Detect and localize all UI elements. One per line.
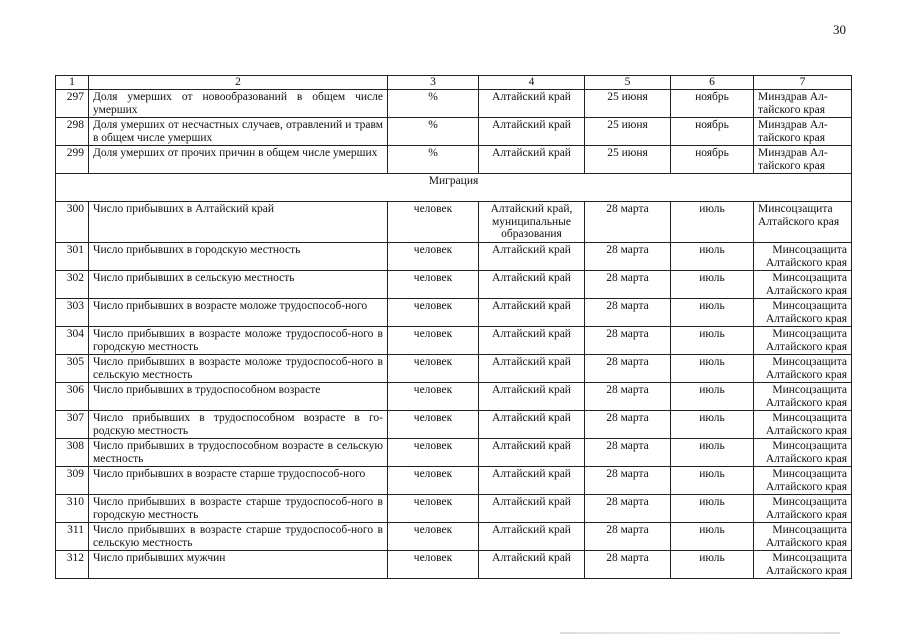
territory-cell: Алтайский край — [479, 327, 585, 355]
date-cell: 28 марта — [585, 243, 671, 271]
date-cell: 28 марта — [585, 271, 671, 299]
agency-line: Минздрав Ал- — [758, 147, 828, 159]
table-row — [56, 327, 852, 355]
row-number: 310 — [56, 495, 89, 523]
table-row — [56, 383, 852, 411]
agency-line: Алтайского края — [765, 256, 847, 269]
period-cell: июль — [671, 551, 754, 579]
date-cell: 25 июня — [585, 118, 671, 146]
territory-cell: Алтайский край — [479, 467, 585, 495]
date-cell: 28 марта — [585, 551, 671, 579]
unit-cell: человек — [388, 411, 479, 439]
row-number: 302 — [56, 271, 89, 299]
date-cell: 25 июня — [585, 90, 671, 118]
period-cell: июль — [671, 523, 754, 551]
agency-cell — [754, 271, 852, 299]
period-cell: июль — [671, 439, 754, 467]
territory-cell: Алтайский край — [479, 299, 585, 327]
date-cell: 28 марта — [585, 202, 671, 243]
header-cell: 1 — [56, 76, 89, 90]
agency-cell — [754, 299, 852, 327]
header-cell: 7 — [754, 76, 852, 90]
period-cell: июль — [671, 495, 754, 523]
row-number: 300 — [56, 202, 89, 243]
period-cell: июль — [671, 327, 754, 355]
agency-line: Минсоцзащита — [772, 496, 847, 508]
period-cell: июль — [671, 271, 754, 299]
indicator-name: Число прибывших в Алтайский край — [89, 202, 388, 243]
indicator-name: Число прибывших в городскую местность — [89, 243, 388, 271]
agency-cell — [754, 355, 852, 383]
row-number: 305 — [56, 355, 89, 383]
indicator-name: Число прибывших в возрасте моложе трудоспособ-ного — [89, 299, 388, 327]
agency-line: тайского края — [758, 159, 826, 172]
agency-line: Минздрав Ал- — [758, 91, 828, 103]
table-row — [56, 146, 852, 174]
period-cell: июль — [671, 299, 754, 327]
territory-cell: Алтайский край — [479, 495, 585, 523]
period-cell: ноябрь — [671, 118, 754, 146]
date-cell: 28 марта — [585, 495, 671, 523]
table-row — [56, 299, 852, 327]
unit-cell: человек — [388, 355, 479, 383]
unit-cell: человек — [388, 243, 479, 271]
agency-line: Алтайского края — [758, 215, 840, 228]
agency-cell — [754, 551, 852, 579]
row-number: 312 — [56, 551, 89, 579]
agency-line: Алтайского края — [765, 312, 847, 325]
agency-line: Алтайского края — [765, 368, 847, 381]
indicator-name: Число прибывших в возрасте старше трудоспособ-ного — [89, 467, 388, 495]
territory-cell: Алтайский край — [479, 271, 585, 299]
agency-line: Минсоцзащита — [772, 524, 847, 536]
agency-line: Алтайского края — [765, 564, 847, 577]
header-cell: 3 — [388, 76, 479, 90]
table-row — [56, 90, 852, 118]
row-number: 303 — [56, 299, 89, 327]
indicator-name: Число прибывших в возрасте моложе трудоспособ-ного в сельскую местность — [89, 355, 388, 383]
indicator-name: Число прибывших в сельскую местность — [89, 271, 388, 299]
period-cell: ноябрь — [671, 146, 754, 174]
date-cell: 28 марта — [585, 411, 671, 439]
agency-cell — [754, 467, 852, 495]
table-row — [56, 355, 852, 383]
agency-line: Минсоцзащита — [772, 468, 847, 480]
indicator-name: Доля умерших от прочих причин в общем числе умерших — [89, 146, 388, 174]
scan-artifact — [560, 632, 840, 634]
agency-line: Алтайского края — [765, 452, 847, 465]
section-row — [56, 174, 852, 202]
section-title: Миграция — [56, 174, 852, 202]
agency-line: Алтайского края — [765, 284, 847, 297]
date-cell: 28 марта — [585, 523, 671, 551]
period-cell: июль — [671, 202, 754, 243]
agency-line: Минздрав Ал- — [758, 119, 828, 131]
agency-cell — [754, 439, 852, 467]
territory-cell: Алтайский край — [479, 243, 585, 271]
indicators-table — [55, 75, 852, 579]
row-number: 309 — [56, 467, 89, 495]
header-cell: 5 — [585, 76, 671, 90]
unit-cell: человек — [388, 551, 479, 579]
header-cell: 6 — [671, 76, 754, 90]
agency-line: тайского края — [758, 131, 826, 144]
table-row — [56, 118, 852, 146]
table-row — [56, 411, 852, 439]
table-row — [56, 202, 852, 243]
indicator-name: Число прибывших в возрасте моложе трудоспособ-ного в городскую местность — [89, 327, 388, 355]
page-number: 30 — [833, 22, 846, 37]
unit-cell: % — [388, 118, 479, 146]
row-number: 308 — [56, 439, 89, 467]
row-number: 307 — [56, 411, 89, 439]
date-cell: 25 июня — [585, 146, 671, 174]
row-number: 299 — [56, 146, 89, 174]
territory-cell: Алтайский край — [479, 146, 585, 174]
column-number-header-row — [56, 76, 852, 90]
table-row — [56, 551, 852, 579]
date-cell: 28 марта — [585, 327, 671, 355]
indicator-name: Число прибывших мужчин — [89, 551, 388, 579]
agency-line: Алтайского края — [765, 424, 847, 437]
agency-cell — [754, 327, 852, 355]
agency-cell — [754, 202, 852, 243]
agency-cell — [754, 90, 852, 118]
agency-line: Минсоцзащита — [772, 384, 847, 396]
table-row — [56, 243, 852, 271]
agency-line: Минсоцзащита — [772, 244, 847, 256]
header-cell: 2 — [89, 76, 388, 90]
unit-cell: человек — [388, 439, 479, 467]
agency-line: Минсоцзащита — [772, 552, 847, 564]
row-number: 304 — [56, 327, 89, 355]
agency-cell — [754, 118, 852, 146]
indicator-name: Число прибывших в трудоспособном возрасте в го-родскую местность — [89, 411, 388, 439]
period-cell: июль — [671, 411, 754, 439]
table-row — [56, 523, 852, 551]
territory-cell: Алтайский край — [479, 439, 585, 467]
territory-cell: Алтайский край — [479, 383, 585, 411]
row-number: 297 — [56, 90, 89, 118]
agency-line: Алтайского края — [765, 340, 847, 353]
date-cell: 28 марта — [585, 383, 671, 411]
unit-cell: человек — [388, 202, 479, 243]
date-cell: 28 марта — [585, 467, 671, 495]
territory-cell: Алтайский край — [479, 411, 585, 439]
agency-line: Минсоцзащита — [772, 300, 847, 312]
row-number: 306 — [56, 383, 89, 411]
table-row — [56, 467, 852, 495]
indicator-name: Число прибывших в возрасте старше трудоспособ-ного в сельскую местность — [89, 523, 388, 551]
territory-cell: Алтайский край, муниципальные образования — [479, 202, 585, 243]
territory-cell: Алтайский край — [479, 118, 585, 146]
period-cell: июль — [671, 355, 754, 383]
period-cell: июль — [671, 243, 754, 271]
agency-line: Минсоцзащита — [758, 203, 833, 215]
agency-line: Минсоцзащита — [772, 356, 847, 368]
agency-line: Минсоцзащита — [772, 440, 847, 452]
agency-line: Алтайского края — [765, 396, 847, 409]
period-cell: июль — [671, 383, 754, 411]
row-number: 301 — [56, 243, 89, 271]
agency-line: Алтайского края — [765, 508, 847, 521]
indicator-name: Число прибывших в трудоспособном возрасте в сельскую местность — [89, 439, 388, 467]
agency-cell — [754, 523, 852, 551]
date-cell: 28 марта — [585, 299, 671, 327]
unit-cell: человек — [388, 271, 479, 299]
indicator-name: Число прибывших в трудоспособном возрасте — [89, 383, 388, 411]
territory-cell: Алтайский край — [479, 90, 585, 118]
date-cell: 28 марта — [585, 439, 671, 467]
unit-cell: человек — [388, 467, 479, 495]
territory-cell: Алтайский край — [479, 551, 585, 579]
agency-cell — [754, 383, 852, 411]
row-number: 298 — [56, 118, 89, 146]
unit-cell: человек — [388, 327, 479, 355]
agency-cell — [754, 411, 852, 439]
unit-cell: человек — [388, 383, 479, 411]
territory-cell: Алтайский край — [479, 355, 585, 383]
agency-cell — [754, 495, 852, 523]
unit-cell: % — [388, 146, 479, 174]
period-cell: ноябрь — [671, 90, 754, 118]
agency-cell — [754, 146, 852, 174]
agency-cell — [754, 243, 852, 271]
agency-line: Алтайского края — [765, 536, 847, 549]
indicator-name: Доля умерших от новообразований в общем числе умерших — [89, 90, 388, 118]
table-row — [56, 439, 852, 467]
unit-cell: человек — [388, 299, 479, 327]
date-cell: 28 марта — [585, 355, 671, 383]
agency-line: тайского края — [758, 103, 826, 116]
territory-cell: Алтайский край — [479, 523, 585, 551]
unit-cell: человек — [388, 523, 479, 551]
period-cell: июль — [671, 467, 754, 495]
header-cell: 4 — [479, 76, 585, 90]
table-row — [56, 495, 852, 523]
indicator-name: Число прибывших в возрасте старше трудоспособ-ного в городскую местность — [89, 495, 388, 523]
agency-line: Минсоцзащита — [772, 328, 847, 340]
unit-cell: % — [388, 90, 479, 118]
indicator-name: Доля умерших от несчастных случаев, отравлений и травм в общем числе умерших — [89, 118, 388, 146]
table-row — [56, 271, 852, 299]
agency-line: Минсоцзащита — [772, 272, 847, 284]
agency-line: Минсоцзащита — [772, 412, 847, 424]
unit-cell: человек — [388, 495, 479, 523]
agency-line: Алтайского края — [765, 480, 847, 493]
row-number: 311 — [56, 523, 89, 551]
